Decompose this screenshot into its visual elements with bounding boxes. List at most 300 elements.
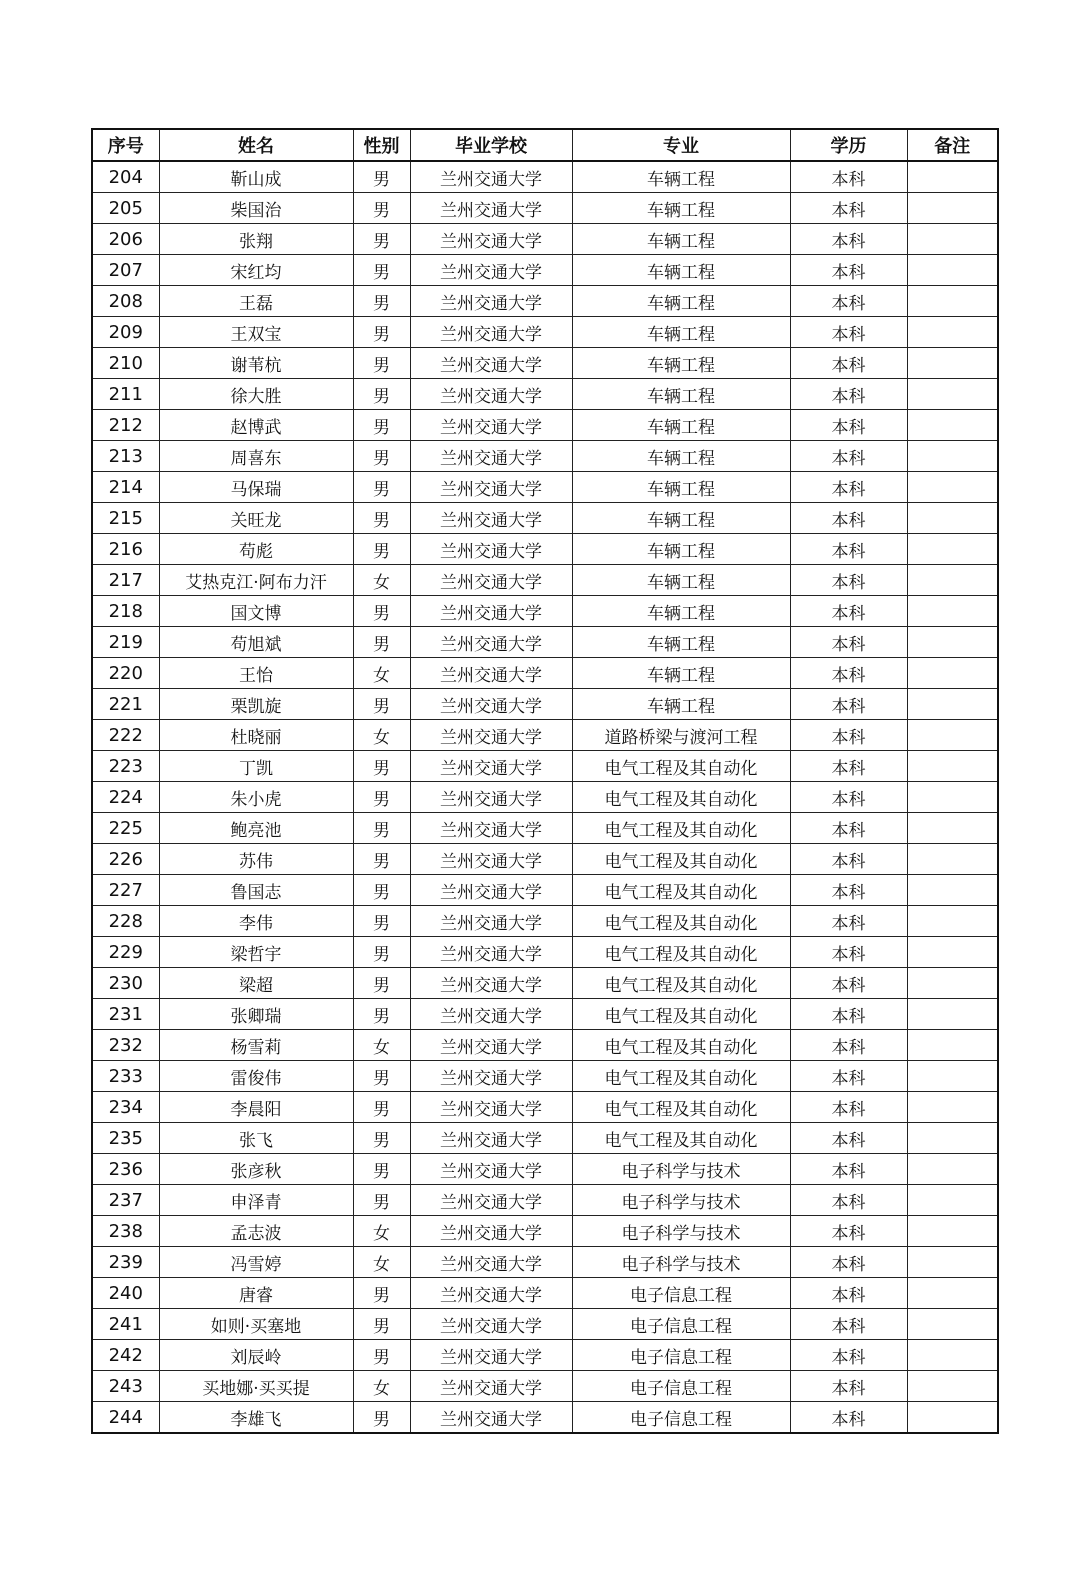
cell-school: 兰州交通大学 [410, 1154, 572, 1185]
cell-gender: 男 [353, 689, 410, 720]
cell-school: 兰州交通大学 [410, 1247, 572, 1278]
cell-gender: 男 [353, 906, 410, 937]
header-remarks: 备注 [907, 129, 998, 161]
cell-gender: 男 [353, 1309, 410, 1340]
cell-index: 240 [92, 1278, 159, 1309]
cell-remarks [907, 348, 998, 379]
cell-index: 217 [92, 565, 159, 596]
cell-school: 兰州交通大学 [410, 1123, 572, 1154]
cell-remarks [907, 379, 998, 410]
cell-degree: 本科 [790, 596, 907, 627]
cell-gender: 男 [353, 1061, 410, 1092]
cell-major: 车辆工程 [572, 441, 790, 472]
cell-degree: 本科 [790, 503, 907, 534]
cell-gender: 男 [353, 937, 410, 968]
table-row [92, 937, 998, 968]
cell-index: 233 [92, 1061, 159, 1092]
cell-major: 电子信息工程 [572, 1402, 790, 1434]
cell-school: 兰州交通大学 [410, 875, 572, 906]
table-row [92, 751, 998, 782]
table-row [92, 1123, 998, 1154]
cell-index: 244 [92, 1402, 159, 1434]
cell-major: 车辆工程 [572, 224, 790, 255]
cell-major: 车辆工程 [572, 255, 790, 286]
table-row [92, 1030, 998, 1061]
cell-school: 兰州交通大学 [410, 317, 572, 348]
cell-index: 209 [92, 317, 159, 348]
cell-name: 张彦秋 [159, 1154, 353, 1185]
table-row [92, 658, 998, 689]
cell-remarks [907, 844, 998, 875]
cell-remarks [907, 999, 998, 1030]
cell-name: 买地娜·买买提 [159, 1371, 353, 1402]
cell-remarks [907, 441, 998, 472]
cell-remarks [907, 503, 998, 534]
header-major: 专业 [572, 129, 790, 161]
cell-major: 电气工程及其自动化 [572, 906, 790, 937]
cell-degree: 本科 [790, 937, 907, 968]
cell-remarks [907, 875, 998, 906]
cell-name: 唐睿 [159, 1278, 353, 1309]
cell-gender: 女 [353, 565, 410, 596]
cell-remarks [907, 937, 998, 968]
cell-major: 车辆工程 [572, 658, 790, 689]
cell-school: 兰州交通大学 [410, 1278, 572, 1309]
cell-school: 兰州交通大学 [410, 224, 572, 255]
cell-name: 张卿瑞 [159, 999, 353, 1030]
cell-school: 兰州交通大学 [410, 1061, 572, 1092]
cell-degree: 本科 [790, 472, 907, 503]
cell-gender: 男 [353, 751, 410, 782]
cell-gender: 男 [353, 161, 410, 193]
cell-name: 王怡 [159, 658, 353, 689]
cell-index: 216 [92, 534, 159, 565]
table-row [92, 1309, 998, 1340]
cell-gender: 男 [353, 410, 410, 441]
table-row [92, 689, 998, 720]
cell-name: 鲁国志 [159, 875, 353, 906]
cell-school: 兰州交通大学 [410, 565, 572, 596]
cell-school: 兰州交通大学 [410, 1371, 572, 1402]
cell-major: 车辆工程 [572, 503, 790, 534]
cell-index: 235 [92, 1123, 159, 1154]
cell-name: 王磊 [159, 286, 353, 317]
cell-school: 兰州交通大学 [410, 1092, 572, 1123]
cell-remarks [907, 1061, 998, 1092]
cell-index: 230 [92, 968, 159, 999]
cell-name: 孟志波 [159, 1216, 353, 1247]
cell-remarks [907, 782, 998, 813]
table-row [92, 534, 998, 565]
cell-major: 电气工程及其自动化 [572, 1123, 790, 1154]
cell-name: 梁哲宇 [159, 937, 353, 968]
cell-gender: 男 [353, 441, 410, 472]
cell-school: 兰州交通大学 [410, 255, 572, 286]
cell-school: 兰州交通大学 [410, 534, 572, 565]
cell-degree: 本科 [790, 875, 907, 906]
cell-school: 兰州交通大学 [410, 999, 572, 1030]
cell-name: 雷俊伟 [159, 1061, 353, 1092]
cell-major: 车辆工程 [572, 534, 790, 565]
cell-degree: 本科 [790, 1185, 907, 1216]
cell-index: 215 [92, 503, 159, 534]
cell-index: 232 [92, 1030, 159, 1061]
cell-degree: 本科 [790, 968, 907, 999]
cell-school: 兰州交通大学 [410, 720, 572, 751]
table-header-row [92, 129, 998, 161]
cell-gender: 男 [353, 224, 410, 255]
cell-major: 电气工程及其自动化 [572, 782, 790, 813]
cell-name: 赵博武 [159, 410, 353, 441]
cell-index: 223 [92, 751, 159, 782]
cell-remarks [907, 1402, 998, 1434]
table-row [92, 348, 998, 379]
cell-remarks [907, 627, 998, 658]
cell-name: 如则·买塞地 [159, 1309, 353, 1340]
cell-name: 马保瑞 [159, 472, 353, 503]
cell-degree: 本科 [790, 255, 907, 286]
table-row [92, 875, 998, 906]
cell-index: 237 [92, 1185, 159, 1216]
cell-remarks [907, 472, 998, 503]
table-row [92, 193, 998, 224]
cell-remarks [907, 161, 998, 193]
header-name: 姓名 [159, 129, 353, 161]
cell-name: 李雄飞 [159, 1402, 353, 1434]
cell-remarks [907, 1278, 998, 1309]
cell-degree: 本科 [790, 1030, 907, 1061]
cell-name: 徐大胜 [159, 379, 353, 410]
table-row [92, 1216, 998, 1247]
cell-gender: 男 [353, 1340, 410, 1371]
cell-school: 兰州交通大学 [410, 751, 572, 782]
cell-index: 207 [92, 255, 159, 286]
cell-name: 朱小虎 [159, 782, 353, 813]
table-row [92, 161, 998, 193]
table-row [92, 255, 998, 286]
cell-remarks [907, 906, 998, 937]
cell-name: 冯雪婷 [159, 1247, 353, 1278]
cell-degree: 本科 [790, 689, 907, 720]
cell-index: 222 [92, 720, 159, 751]
cell-index: 211 [92, 379, 159, 410]
cell-degree: 本科 [790, 1247, 907, 1278]
cell-index: 228 [92, 906, 159, 937]
cell-name: 苏伟 [159, 844, 353, 875]
cell-school: 兰州交通大学 [410, 161, 572, 193]
cell-index: 208 [92, 286, 159, 317]
cell-remarks [907, 1340, 998, 1371]
cell-degree: 本科 [790, 1092, 907, 1123]
cell-gender: 男 [353, 968, 410, 999]
cell-gender: 男 [353, 1154, 410, 1185]
cell-name: 王双宝 [159, 317, 353, 348]
cell-remarks [907, 1185, 998, 1216]
cell-degree: 本科 [790, 193, 907, 224]
cell-name: 梁超 [159, 968, 353, 999]
cell-remarks [907, 1154, 998, 1185]
cell-name: 刘辰岭 [159, 1340, 353, 1371]
cell-index: 239 [92, 1247, 159, 1278]
cell-school: 兰州交通大学 [410, 379, 572, 410]
cell-degree: 本科 [790, 565, 907, 596]
table-row [92, 224, 998, 255]
cell-major: 电气工程及其自动化 [572, 1092, 790, 1123]
table-row [92, 1185, 998, 1216]
cell-degree: 本科 [790, 348, 907, 379]
cell-remarks [907, 1092, 998, 1123]
cell-degree: 本科 [790, 627, 907, 658]
cell-degree: 本科 [790, 317, 907, 348]
cell-school: 兰州交通大学 [410, 1185, 572, 1216]
table-row [92, 999, 998, 1030]
table-row [92, 844, 998, 875]
table-row [92, 1371, 998, 1402]
cell-index: 212 [92, 410, 159, 441]
table-row [92, 1278, 998, 1309]
cell-gender: 男 [353, 193, 410, 224]
cell-remarks [907, 286, 998, 317]
cell-degree: 本科 [790, 782, 907, 813]
cell-school: 兰州交通大学 [410, 1216, 572, 1247]
cell-remarks [907, 1030, 998, 1061]
cell-name: 柴国治 [159, 193, 353, 224]
cell-index: 214 [92, 472, 159, 503]
cell-index: 234 [92, 1092, 159, 1123]
cell-school: 兰州交通大学 [410, 782, 572, 813]
cell-school: 兰州交通大学 [410, 1030, 572, 1061]
cell-major: 电气工程及其自动化 [572, 875, 790, 906]
cell-remarks [907, 720, 998, 751]
cell-gender: 男 [353, 1278, 410, 1309]
cell-gender: 男 [353, 999, 410, 1030]
cell-name: 李伟 [159, 906, 353, 937]
cell-remarks [907, 565, 998, 596]
cell-degree: 本科 [790, 286, 907, 317]
cell-remarks [907, 751, 998, 782]
table-row [92, 565, 998, 596]
cell-name: 栗凯旋 [159, 689, 353, 720]
cell-major: 车辆工程 [572, 410, 790, 441]
cell-remarks [907, 813, 998, 844]
cell-school: 兰州交通大学 [410, 348, 572, 379]
cell-name: 杨雪莉 [159, 1030, 353, 1061]
table-row [92, 720, 998, 751]
cell-degree: 本科 [790, 999, 907, 1030]
cell-index: 206 [92, 224, 159, 255]
cell-remarks [907, 1123, 998, 1154]
cell-gender: 男 [353, 255, 410, 286]
cell-index: 224 [92, 782, 159, 813]
header-degree: 学历 [790, 129, 907, 161]
cell-school: 兰州交通大学 [410, 627, 572, 658]
cell-gender: 女 [353, 1371, 410, 1402]
cell-degree: 本科 [790, 1371, 907, 1402]
cell-major: 车辆工程 [572, 565, 790, 596]
table-row [92, 472, 998, 503]
cell-school: 兰州交通大学 [410, 286, 572, 317]
cell-remarks [907, 255, 998, 286]
cell-name: 鲍亮池 [159, 813, 353, 844]
cell-degree: 本科 [790, 1340, 907, 1371]
cell-degree: 本科 [790, 658, 907, 689]
cell-gender: 女 [353, 720, 410, 751]
cell-gender: 男 [353, 875, 410, 906]
roster-table [91, 128, 999, 1434]
table-row [92, 503, 998, 534]
table-row [92, 1154, 998, 1185]
cell-index: 218 [92, 596, 159, 627]
cell-name: 靳山成 [159, 161, 353, 193]
cell-major: 电子科学与技术 [572, 1185, 790, 1216]
cell-name: 申泽青 [159, 1185, 353, 1216]
cell-gender: 男 [353, 1185, 410, 1216]
cell-gender: 男 [353, 348, 410, 379]
cell-degree: 本科 [790, 1154, 907, 1185]
cell-gender: 男 [353, 844, 410, 875]
cell-degree: 本科 [790, 813, 907, 844]
cell-gender: 女 [353, 1030, 410, 1061]
cell-school: 兰州交通大学 [410, 689, 572, 720]
cell-name: 国文博 [159, 596, 353, 627]
cell-name: 艾热克江·阿布力汗 [159, 565, 353, 596]
cell-major: 电气工程及其自动化 [572, 937, 790, 968]
cell-index: 242 [92, 1340, 159, 1371]
cell-gender: 男 [353, 1123, 410, 1154]
cell-major: 电子信息工程 [572, 1340, 790, 1371]
header-school: 毕业学校 [410, 129, 572, 161]
cell-school: 兰州交通大学 [410, 503, 572, 534]
cell-gender: 男 [353, 379, 410, 410]
cell-name: 张翔 [159, 224, 353, 255]
cell-school: 兰州交通大学 [410, 193, 572, 224]
cell-gender: 女 [353, 1247, 410, 1278]
cell-gender: 男 [353, 317, 410, 348]
cell-major: 车辆工程 [572, 596, 790, 627]
cell-gender: 男 [353, 534, 410, 565]
cell-major: 电气工程及其自动化 [572, 751, 790, 782]
cell-remarks [907, 1247, 998, 1278]
cell-school: 兰州交通大学 [410, 1340, 572, 1371]
table-row [92, 906, 998, 937]
cell-major: 电子科学与技术 [572, 1247, 790, 1278]
cell-remarks [907, 968, 998, 999]
cell-gender: 男 [353, 813, 410, 844]
cell-degree: 本科 [790, 1216, 907, 1247]
cell-gender: 男 [353, 782, 410, 813]
cell-name: 苟旭斌 [159, 627, 353, 658]
cell-remarks [907, 689, 998, 720]
cell-index: 210 [92, 348, 159, 379]
cell-degree: 本科 [790, 441, 907, 472]
cell-name: 张飞 [159, 1123, 353, 1154]
cell-index: 213 [92, 441, 159, 472]
table-row [92, 782, 998, 813]
cell-degree: 本科 [790, 1402, 907, 1434]
cell-school: 兰州交通大学 [410, 410, 572, 441]
header-index: 序号 [92, 129, 159, 161]
cell-major: 车辆工程 [572, 627, 790, 658]
cell-index: 238 [92, 1216, 159, 1247]
cell-school: 兰州交通大学 [410, 968, 572, 999]
cell-index: 225 [92, 813, 159, 844]
cell-gender: 男 [353, 627, 410, 658]
cell-gender: 男 [353, 503, 410, 534]
cell-gender: 男 [353, 286, 410, 317]
cell-index: 226 [92, 844, 159, 875]
cell-degree: 本科 [790, 410, 907, 441]
cell-major: 电子信息工程 [572, 1371, 790, 1402]
table-row [92, 317, 998, 348]
cell-school: 兰州交通大学 [410, 472, 572, 503]
cell-gender: 女 [353, 1216, 410, 1247]
cell-major: 电气工程及其自动化 [572, 968, 790, 999]
cell-remarks [907, 1371, 998, 1402]
cell-major: 车辆工程 [572, 348, 790, 379]
cell-index: 219 [92, 627, 159, 658]
cell-gender: 男 [353, 1402, 410, 1434]
cell-school: 兰州交通大学 [410, 1309, 572, 1340]
cell-index: 229 [92, 937, 159, 968]
cell-major: 道路桥梁与渡河工程 [572, 720, 790, 751]
cell-index: 205 [92, 193, 159, 224]
cell-school: 兰州交通大学 [410, 441, 572, 472]
cell-name: 丁凯 [159, 751, 353, 782]
cell-name: 杜晓丽 [159, 720, 353, 751]
cell-gender: 女 [353, 658, 410, 689]
cell-major: 车辆工程 [572, 379, 790, 410]
cell-degree: 本科 [790, 161, 907, 193]
cell-school: 兰州交通大学 [410, 658, 572, 689]
table-row [92, 968, 998, 999]
cell-major: 电气工程及其自动化 [572, 1061, 790, 1092]
cell-school: 兰州交通大学 [410, 1402, 572, 1434]
cell-degree: 本科 [790, 224, 907, 255]
cell-school: 兰州交通大学 [410, 937, 572, 968]
cell-degree: 本科 [790, 906, 907, 937]
cell-index: 236 [92, 1154, 159, 1185]
roster-table-container [91, 128, 997, 1434]
table-row [92, 1061, 998, 1092]
cell-gender: 男 [353, 472, 410, 503]
cell-remarks [907, 596, 998, 627]
cell-index: 241 [92, 1309, 159, 1340]
cell-major: 电气工程及其自动化 [572, 1030, 790, 1061]
cell-index: 227 [92, 875, 159, 906]
cell-major: 电子科学与技术 [572, 1216, 790, 1247]
cell-school: 兰州交通大学 [410, 596, 572, 627]
table-row [92, 379, 998, 410]
cell-remarks [907, 534, 998, 565]
cell-name: 关旺龙 [159, 503, 353, 534]
cell-degree: 本科 [790, 751, 907, 782]
cell-gender: 男 [353, 596, 410, 627]
cell-major: 电气工程及其自动化 [572, 844, 790, 875]
cell-remarks [907, 1216, 998, 1247]
cell-index: 204 [92, 161, 159, 193]
table-row [92, 813, 998, 844]
cell-major: 电子信息工程 [572, 1278, 790, 1309]
cell-remarks [907, 317, 998, 348]
cell-degree: 本科 [790, 1309, 907, 1340]
cell-gender: 男 [353, 1092, 410, 1123]
table-body [92, 161, 998, 1433]
table-row [92, 627, 998, 658]
cell-degree: 本科 [790, 844, 907, 875]
table-row [92, 1247, 998, 1278]
cell-school: 兰州交通大学 [410, 813, 572, 844]
cell-remarks [907, 1309, 998, 1340]
